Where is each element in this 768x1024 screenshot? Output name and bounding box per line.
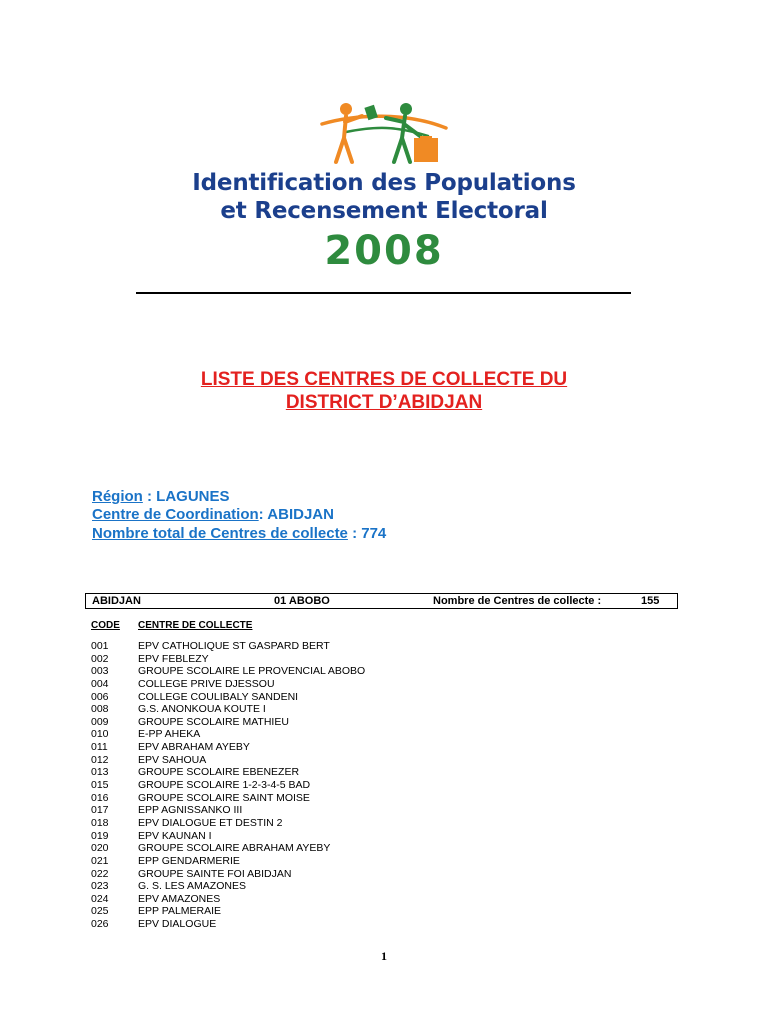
centre-name: GROUPE SCOLAIRE LE PROVENCIAL ABOBO [138,665,366,678]
list-item [91,893,651,906]
list-item [91,842,651,855]
total-line [92,525,386,542]
commune-summary-box [85,593,678,609]
region-line [92,488,230,505]
centre-name: GROUPE SCOLAIRE MATHIEU [138,715,289,728]
centre-code: 009 [91,715,109,728]
centre-name: EPV CATHOLIQUE ST GASPARD BERT [138,640,330,652]
logo-figure-head-left [340,103,352,115]
total-value: : 774 [347,525,387,542]
centre-name: EPP AGNISSANKO III [138,804,243,817]
centre-code: 003 [91,665,109,678]
column-header-code: CODE [91,620,120,631]
centre-name: EPV DIALOGUE ET DESTIN 2 [138,816,283,829]
centre-name: COLLEGE COULIBALY SANDENI [138,690,299,703]
logo-ballot-slot [420,136,432,139]
centre-name: GROUPE SCOLAIRE EBENEZER [138,766,300,779]
centre-code: 021 [91,854,109,867]
centre-code: 006 [91,690,109,703]
centre-code: 018 [91,816,109,829]
header-divider [136,292,631,294]
centre-name: GROUPE SCOLAIRE ABRAHAM AYEBY [138,842,331,855]
centre-code: 019 [91,829,109,842]
list-item [91,653,651,666]
centre-name: E-PP AHEKA [138,728,201,741]
logo-figure-body-left [336,116,362,162]
page-number: 1 [381,949,387,963]
centre-code: 013 [91,766,109,779]
centre-code: 016 [91,791,109,804]
centre-code: 002 [91,652,109,665]
centre-code: 011 [91,741,108,754]
list-item [91,741,651,754]
centre-name: EPV KAUNAN I [138,829,212,842]
centre-code: 015 [91,779,109,792]
centre-name: EPV AMAZONES [138,892,221,905]
total-label: Nombre total de Centres de collecte [92,525,348,542]
logo-figure-head-right [400,103,412,115]
centre-name: EPV DIALOGUE [138,918,217,931]
header-year: 2008 [324,228,444,274]
centre-code: 017 [91,804,109,817]
centre-code: 001 [91,640,109,652]
centre-name: G. S. LES AMAZONES [138,880,246,893]
election-logo-icon [316,100,452,166]
centre-code: 020 [91,842,109,855]
list-item [91,855,651,868]
document-title-line2: DISTRICT D’ABIDJAN [285,392,483,413]
centre-name: COLLEGE PRIVE DJESSOU [138,677,275,690]
list-item [91,880,651,893]
coordination-label: Centre de Coordination [92,506,259,523]
coordination-line [92,506,334,523]
list-item [91,640,651,653]
centre-name: EPV ABRAHAM AYEBY [138,741,250,754]
centre-code: 025 [91,905,109,918]
header-title-line1: Identification des Populations [192,170,576,196]
commune-count-value: 155 [641,595,660,607]
centre-name: GROUPE SCOLAIRE 1-2-3-4-5 BAD [138,779,311,792]
list-item [91,804,651,817]
column-header-centre: CENTRE DE COLLECTE [138,620,253,631]
centre-code: 023 [91,880,109,893]
list-item [91,918,651,931]
coordination-value: : ABIDJAN [258,506,334,523]
centre-code: 008 [91,703,109,716]
list-item [91,817,651,830]
list-item [91,779,651,792]
list-item [91,665,651,678]
commune-name: 01 ABOBO [274,595,330,607]
logo-ballot-box [414,138,438,162]
centre-list [91,640,651,931]
centre-name: EPP PALMERAIE [138,905,222,918]
centre-name: GROUPE SCOLAIRE SAINT MOISE [138,791,310,804]
list-item [91,905,651,918]
centre-code: 024 [91,892,109,905]
list-item [91,754,651,767]
list-item [91,716,651,729]
region-value: : LAGUNES [142,488,230,505]
centre-name: GROUPE SAINTE FOI ABIDJAN [138,867,292,880]
region-label: Région [92,488,143,505]
centre-name: EPP GENDARMERIE [138,854,240,867]
centre-code: 010 [91,728,109,741]
list-item [91,703,651,716]
centre-name: EPV FEBLEZY [138,652,209,665]
header-title-line2: et Recensement Electoral [220,198,548,224]
list-item [91,792,651,805]
commune-count-label: Nombre de Centres de collecte : [433,595,602,607]
centre-code: 026 [91,918,109,931]
document-title-line1: LISTE DES CENTRES DE COLLECTE DU [200,369,568,390]
commune-district: ABIDJAN [92,595,141,607]
centre-code: 004 [91,677,109,690]
list-item [91,868,651,881]
centre-name: EPV SAHOUA [138,753,207,766]
centre-code: 022 [91,867,109,880]
list-item [91,830,651,843]
list-item [91,766,651,779]
list-item [91,678,651,691]
centre-name: G.S. ANONKOUA KOUTE I [138,703,266,716]
centre-code: 012 [91,753,109,766]
list-item [91,728,651,741]
list-item [91,691,651,704]
